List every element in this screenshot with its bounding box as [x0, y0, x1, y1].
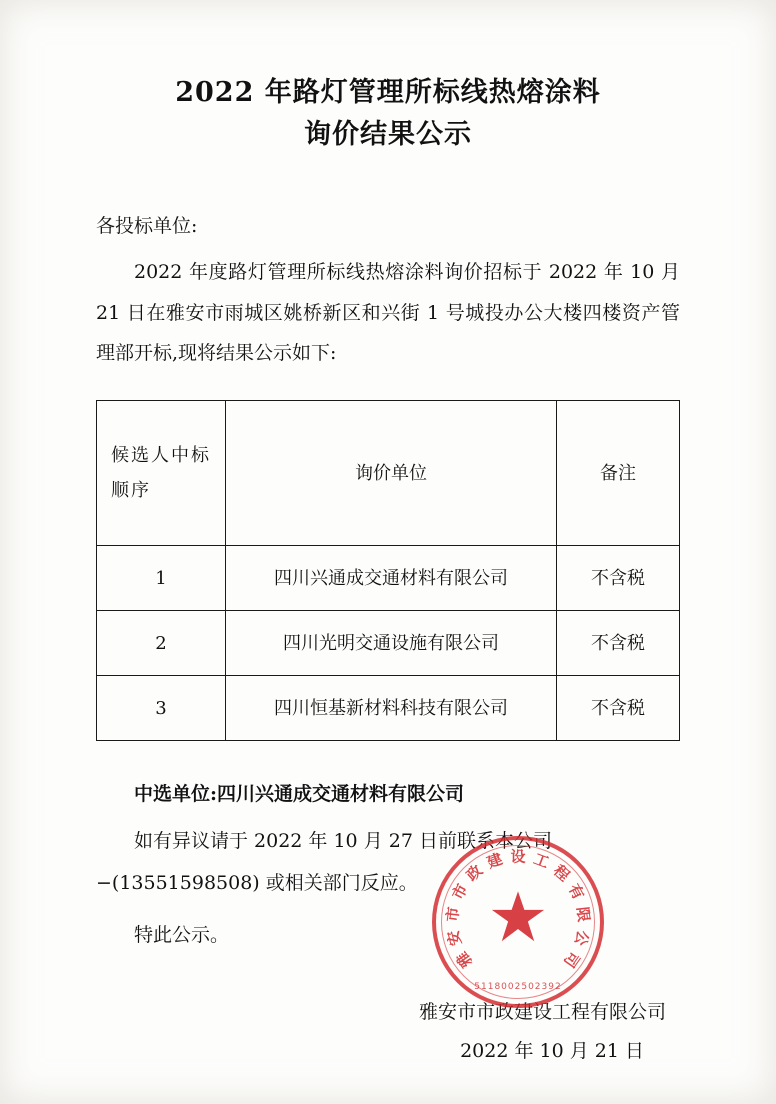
- result-table: [96, 400, 680, 741]
- cell-rank: 3: [97, 676, 226, 741]
- cell-note: 不含税: [557, 611, 680, 676]
- objection-line-2: −(13551598508) 或相关部门反应。: [96, 872, 418, 894]
- title-line-1: 2022 年路灯管理所标线热熔涂料: [175, 77, 601, 108]
- conclusion-block: [96, 775, 680, 956]
- seal-char: 市: [443, 905, 463, 923]
- seal-char: 司: [559, 948, 584, 971]
- table-head: [97, 401, 680, 546]
- cell-note: 不含税: [557, 546, 680, 611]
- seal-char: 雅: [452, 948, 477, 971]
- table-body: [97, 546, 680, 741]
- header-unit: 询价单位: [226, 401, 557, 546]
- salutation: 各投标单位:: [96, 214, 198, 237]
- seal-char: 限: [573, 905, 593, 923]
- objection-line-1: 如有异议请于 2022 年 10 月 27 日前联系本公司: [134, 830, 552, 853]
- table-row: [97, 676, 680, 741]
- table-row: [97, 546, 680, 611]
- seal-char: 建: [484, 849, 505, 872]
- seal-char: 政: [462, 861, 487, 885]
- selected-unit-line: [96, 775, 680, 815]
- sign-date: 2022 年 10 月 21 日: [460, 1040, 644, 1063]
- seal-char: 设: [510, 847, 526, 866]
- seal-char: 有: [564, 880, 588, 903]
- seal-char: 公: [570, 928, 593, 948]
- cell-rank: 1: [97, 546, 226, 611]
- cell-rank: 2: [97, 611, 226, 676]
- header-rank: 候选人中标顺序: [97, 401, 226, 546]
- cell-unit: 四川光明交通设施有限公司: [226, 611, 557, 676]
- intro-paragraph: 2022 年度路灯管理所标线热熔涂料询价招标于 2022 年 10 月 21 日在雅安市雨城区姚桥新区和兴街 1 号城投办公大楼四楼资产管理部开标,现将结果公示如下:: [96, 260, 680, 365]
- selected-label: 中选单位:: [134, 783, 218, 806]
- selected-unit: 四川兴通成交通材料有限公司: [217, 783, 465, 806]
- sign-company: 雅安市市政建设工程有限公司: [418, 1000, 666, 1023]
- cell-unit: 四川兴通成交通材料有限公司: [226, 546, 557, 611]
- closing-line: 特此公示。: [134, 923, 230, 946]
- title-line-2: 询价结果公示: [304, 118, 472, 150]
- signature-block: [96, 993, 680, 1071]
- header-note: 备注: [557, 401, 680, 546]
- seal-char: 安: [443, 928, 466, 948]
- cell-note: 不含税: [557, 676, 680, 741]
- cell-unit: 四川恒基新材料科技有限公司: [226, 676, 557, 741]
- table-header-row: [97, 401, 680, 546]
- table-row: [97, 611, 680, 676]
- seal-char: 市: [448, 880, 472, 903]
- seal-char: 工: [531, 849, 552, 872]
- page-title: [96, 72, 680, 156]
- document-content: [96, 72, 680, 1070]
- seal-char: 程: [549, 861, 574, 885]
- seal-serial: 5118002502392: [474, 982, 562, 992]
